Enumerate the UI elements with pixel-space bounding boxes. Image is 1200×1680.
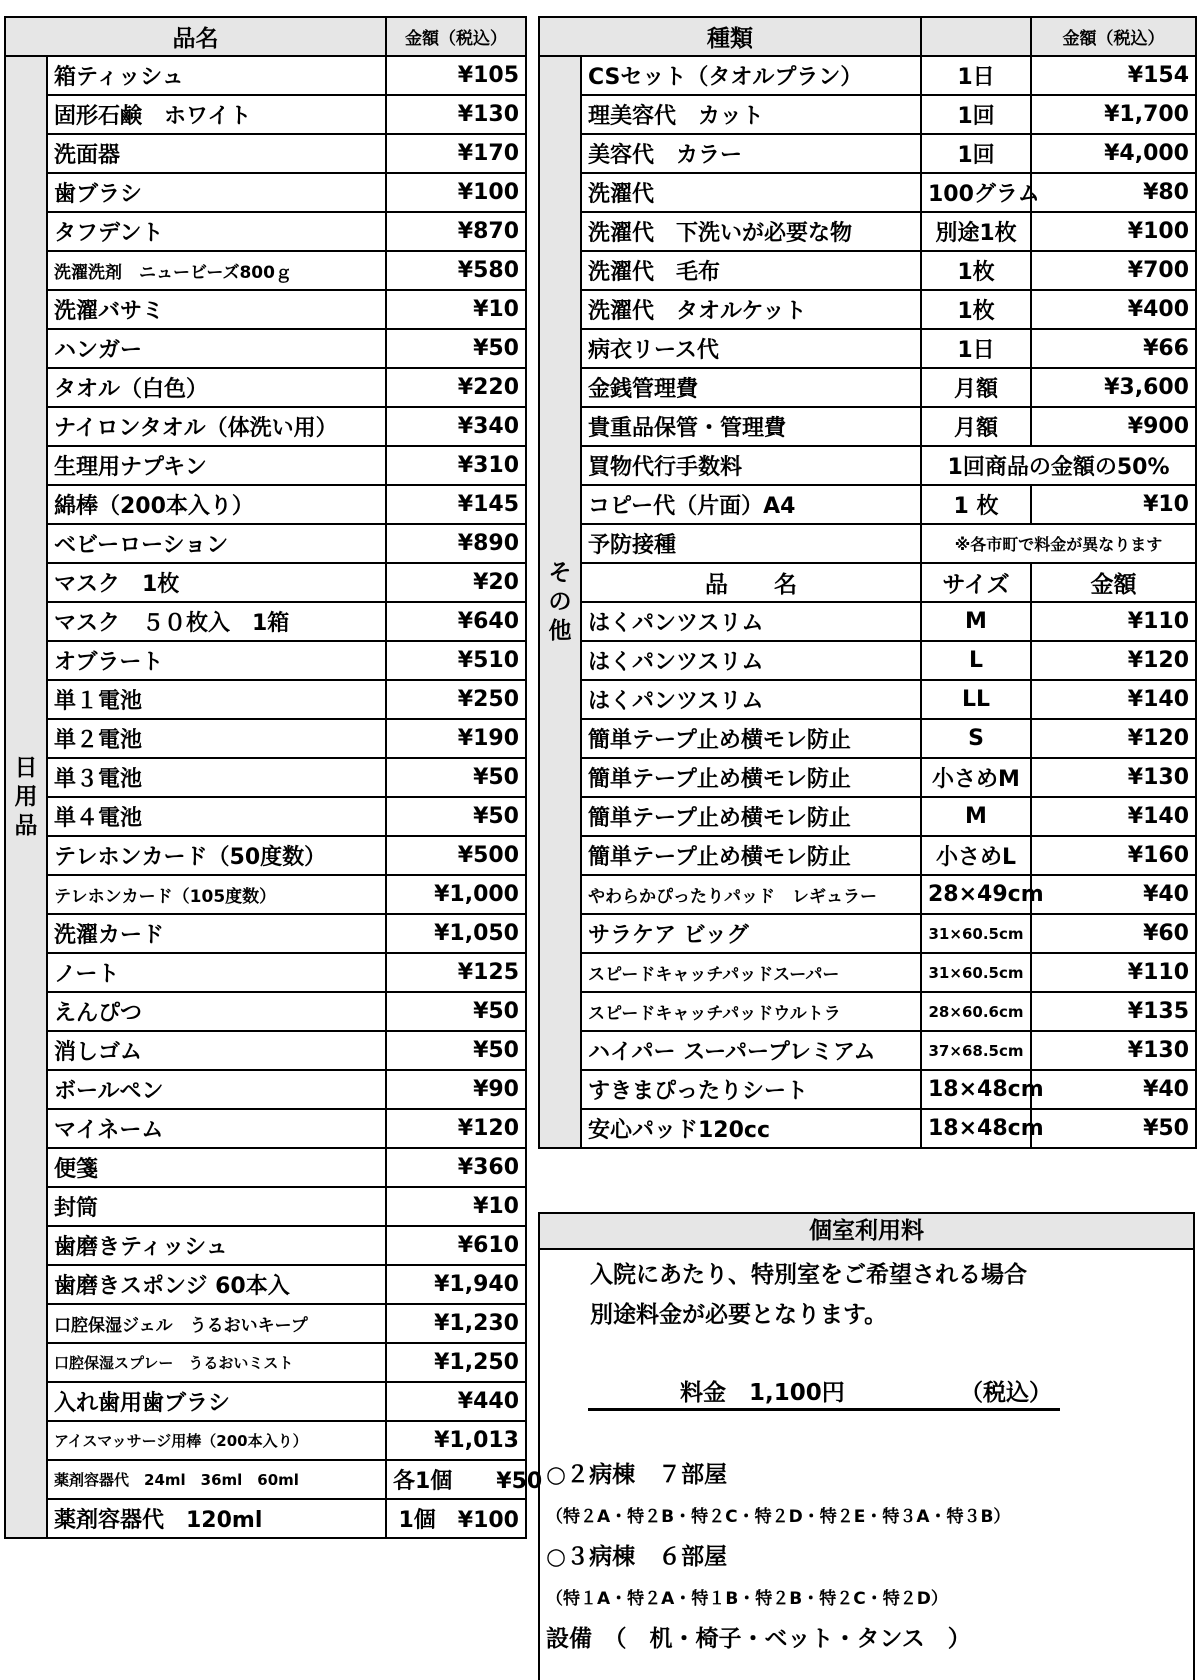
table-row [539,602,1196,641]
table-row [539,992,1196,1031]
product-size: S [921,719,1031,758]
product-price: ¥135 [1031,992,1196,1031]
table-row [5,1070,526,1109]
product-price: ¥130 [1031,1031,1196,1070]
item-price: ¥1,250 [386,1343,526,1382]
item-name: テレホンカード（105度数） [47,875,386,914]
item-price: ¥50 [386,758,526,797]
item-price: ¥1,013 [386,1421,526,1460]
table-row [539,95,1196,134]
item-price: ¥640 [386,602,526,641]
item-name: 封筒 [47,1187,386,1226]
service-unit: 月額 [921,407,1031,446]
service-price: ¥10 [1031,485,1196,524]
table-row [539,1070,1196,1109]
table-row [539,446,1196,485]
ward2-title: ○２病棟 ７部屋 [546,1462,728,1488]
item-name: 洗濯洗剤 ニュービーズ800ｇ [47,251,386,290]
service-price: ¥4,000 [1031,134,1196,173]
product-price: ¥40 [1031,875,1196,914]
category-char: 他 [548,617,572,644]
item-name: 入れ歯用歯ブラシ [47,1382,386,1421]
product-size: 小さめL [921,836,1031,875]
table-row [5,1226,526,1265]
table-row [5,212,526,251]
shopping-fee-value: 1回商品の金額の50% [921,446,1196,485]
service-unit: 別途1枚 [921,212,1031,251]
item-name: タオル（白色） [47,368,386,407]
product-price: ¥60 [1031,914,1196,953]
product-size: 28×49cm [921,875,1031,914]
item-price: ¥360 [386,1148,526,1187]
item-name: 固形石鹸 ホワイト [47,95,386,134]
item-price: 1個 ¥100 [386,1499,526,1538]
item-price: ¥610 [386,1226,526,1265]
product-price: ¥160 [1031,836,1196,875]
item-name: オブラート [47,641,386,680]
item-price: ¥50 [386,797,526,836]
service-price: ¥1,700 [1031,95,1196,134]
item-price: ¥90 [386,1070,526,1109]
item-price: ¥220 [386,368,526,407]
service-unit: 1回 [921,95,1031,134]
service-price: ¥400 [1031,290,1196,329]
item-price: ¥170 [386,134,526,173]
table-row [539,485,1196,524]
item-name: ナイロンタオル（体洗い用） [47,407,386,446]
table-row [5,1382,526,1421]
table-row [539,407,1196,446]
service-price: ¥66 [1031,329,1196,368]
service-name: 予防接種 [581,524,921,563]
table-row [539,290,1196,329]
product-size: M [921,602,1031,641]
service-price: ¥80 [1031,173,1196,212]
table-row [5,836,526,875]
item-name: テレホンカード（50度数） [47,836,386,875]
product-name: 安心パッド120cc [581,1109,921,1148]
product-header-name: 品 名 [581,563,921,602]
item-name: 洗濯カード [47,914,386,953]
item-price: ¥440 [386,1382,526,1421]
product-price: ¥120 [1031,719,1196,758]
header-unit [921,17,1031,56]
item-name: 単３電池 [47,758,386,797]
service-unit: 1 枚 [921,485,1031,524]
other-services-table [538,16,1197,1149]
table-row [539,836,1196,875]
product-size: 28×60.6cm [921,992,1031,1031]
table-row [539,563,1196,602]
item-name: タフデント [47,212,386,251]
item-price: ¥50 [386,1031,526,1070]
vaccination-note: ※各市町で料金が異なります [921,524,1196,563]
item-name: 生理用ナプキン [47,446,386,485]
service-name: 病衣リース代 [581,329,921,368]
service-unit: 月額 [921,368,1031,407]
item-name: 単２電池 [47,719,386,758]
private-room-section [538,1212,1195,1668]
product-size: 小さめM [921,758,1031,797]
room-notice-line1: 入院にあたり、特別室をご希望される場合 [590,1262,1027,1288]
category-char: の [548,588,572,615]
item-price: ¥50 [386,329,526,368]
item-price: ¥1,230 [386,1304,526,1343]
table-row [5,1109,526,1148]
service-unit: 1日 [921,329,1031,368]
item-price: ¥50 [386,992,526,1031]
item-price: ¥500 [386,836,526,875]
table-row [5,446,526,485]
table-row [539,1109,1196,1148]
item-price: ¥105 [386,56,526,95]
product-price: ¥110 [1031,953,1196,992]
product-size: 18×48cm [921,1109,1031,1148]
service-name: 貴重品保管・管理費 [581,407,921,446]
product-name: 簡単テープ止め横モレ防止 [581,758,921,797]
service-name: 買物代行手数料 [581,446,921,485]
product-size: L [921,641,1031,680]
service-name: CSセット（タオルプラン） [581,56,921,95]
category-char: 品 [14,812,38,839]
table-row [539,719,1196,758]
item-name: マイネーム [47,1109,386,1148]
table-row [5,1499,526,1538]
item-name: 消しゴム [47,1031,386,1070]
table-row [5,524,526,563]
product-price: ¥140 [1031,680,1196,719]
item-name: 薬剤容器代 120ml [47,1499,386,1538]
table-header-row [5,17,526,56]
table-row [5,563,526,602]
ward3-rooms: （特１A・特２A・特１B・特２B・特２C・特２D） [546,1589,948,1609]
table-row [5,1031,526,1070]
item-price: ¥125 [386,953,526,992]
header-amount: 金額（税込） [1031,17,1196,56]
item-price: ¥1,940 [386,1265,526,1304]
item-name: 歯磨きティッシュ [47,1226,386,1265]
product-size: LL [921,680,1031,719]
product-size: 31×60.5cm [921,953,1031,992]
item-name: 口腔保湿ジェル うるおいキープ [47,1304,386,1343]
item-name: 洗面器 [47,134,386,173]
table-row [5,914,526,953]
header-item-name: 品名 [5,17,386,56]
product-price: ¥110 [1031,602,1196,641]
item-price: ¥1,050 [386,914,526,953]
table-row [539,212,1196,251]
item-price: ¥250 [386,680,526,719]
table-row [5,290,526,329]
room-notice-line2: 別途料金が必要となります。 [590,1302,888,1328]
item-price: ¥190 [386,719,526,758]
room-equipment: 設備 （ 机・椅子・ベット・タンス ） [546,1626,971,1652]
item-name: 歯ブラシ [47,173,386,212]
table-row [5,992,526,1031]
service-price: ¥154 [1031,56,1196,95]
fee-underline [588,1408,1060,1411]
header-type: 種類 [539,17,921,56]
table-row [5,56,526,95]
service-unit: 1回 [921,134,1031,173]
table-row [5,1148,526,1187]
table-row [539,875,1196,914]
table-row [5,1304,526,1343]
table-header-row [539,17,1196,56]
table-row [5,485,526,524]
table-row [5,875,526,914]
product-name: スピードキャッチパッドウルトラ [581,992,921,1031]
item-name: えんぴつ [47,992,386,1031]
product-name: サラケア ビッグ [581,914,921,953]
table-row [539,524,1196,563]
service-name: 理美容代 カット [581,95,921,134]
product-name: ハイパー スーパープレミアム [581,1031,921,1070]
table-row [5,368,526,407]
service-name: 洗濯代 下洗いが必要な物 [581,212,921,251]
product-price: ¥50 [1031,1109,1196,1148]
table-row [5,1421,526,1460]
table-row [539,368,1196,407]
service-unit: 1日 [921,56,1031,95]
category-other [539,56,581,1148]
item-name: アイスマッサージ用棒（200本入り） [47,1421,386,1460]
item-name: 洗濯バサミ [47,290,386,329]
item-name: 箱ティッシュ [47,56,386,95]
service-name: 洗濯代 タオルケット [581,290,921,329]
ward2-rooms: （特２A・特２B・特２C・特２D・特２E・特３A・特３B） [546,1507,1011,1527]
product-name: スピードキャッチパッドスーパー [581,953,921,992]
service-price: ¥3,600 [1031,368,1196,407]
item-name: 単１電池 [47,680,386,719]
table-row [539,134,1196,173]
category-daily-goods [5,56,47,1538]
private-room-body [538,1248,1195,1680]
product-size: 37×68.5cm [921,1031,1031,1070]
table-row [539,953,1196,992]
item-name: 歯磨きスポンジ 60本入 [47,1265,386,1304]
table-row [5,134,526,173]
table-row [539,251,1196,290]
table-row [539,173,1196,212]
item-price: ¥130 [386,95,526,134]
category-char: 用 [14,783,38,810]
table-row [539,1031,1196,1070]
product-name: はくパンツスリム [581,641,921,680]
table-row [539,914,1196,953]
product-price: ¥140 [1031,797,1196,836]
table-row [5,329,526,368]
table-row [539,56,1196,95]
item-name: 便箋 [47,1148,386,1187]
table-row [5,1265,526,1304]
item-name: マスク ５０枚入 1箱 [47,602,386,641]
table-row [5,173,526,212]
item-name: 綿棒（200本入り） [47,485,386,524]
product-name: やわらかぴったりパッド レギュラー [581,875,921,914]
item-price: 各1個 ¥50 [386,1460,526,1499]
table-row [5,1460,526,1499]
table-row [5,251,526,290]
table-row [5,1187,526,1226]
service-unit: 1枚 [921,290,1031,329]
service-name: 洗濯代 毛布 [581,251,921,290]
table-row [5,1343,526,1382]
table-row [539,329,1196,368]
product-header-size: サイズ [921,563,1031,602]
room-fee-tax: （税込） [960,1380,1052,1406]
category-char: そ [548,559,572,586]
service-price: ¥900 [1031,407,1196,446]
room-fee: 料金 1,100円 [680,1380,845,1406]
item-price: ¥20 [386,563,526,602]
item-price: ¥1,000 [386,875,526,914]
product-size: 18×48cm [921,1070,1031,1109]
item-price: ¥310 [386,446,526,485]
category-char: 日 [14,754,38,781]
table-row [5,719,526,758]
item-name: ノート [47,953,386,992]
product-name: はくパンツスリム [581,680,921,719]
table-row [539,797,1196,836]
table-row [5,797,526,836]
product-price: ¥40 [1031,1070,1196,1109]
service-name: 洗濯代 [581,173,921,212]
item-price: ¥890 [386,524,526,563]
table-row [5,758,526,797]
item-name: ベビーローション [47,524,386,563]
product-price: ¥130 [1031,758,1196,797]
table-row [5,407,526,446]
table-row [539,758,1196,797]
product-name: 簡単テープ止め横モレ防止 [581,719,921,758]
service-unit: 1枚 [921,251,1031,290]
table-row [5,680,526,719]
item-price: ¥10 [386,290,526,329]
table-row [539,641,1196,680]
product-name: 簡単テープ止め横モレ防止 [581,797,921,836]
item-price: ¥580 [386,251,526,290]
service-name: 美容代 カラー [581,134,921,173]
item-name: マスク 1枚 [47,563,386,602]
item-name: 単４電池 [47,797,386,836]
product-size: M [921,797,1031,836]
item-price: ¥340 [386,407,526,446]
header-amount: 金額（税込） [386,17,526,56]
item-price: ¥145 [386,485,526,524]
item-price: ¥10 [386,1187,526,1226]
item-name: ボールペン [47,1070,386,1109]
item-price: ¥510 [386,641,526,680]
product-size: 31×60.5cm [921,914,1031,953]
table-row [5,641,526,680]
product-name: すきまぴったりシート [581,1070,921,1109]
product-name: 簡単テープ止め横モレ防止 [581,836,921,875]
product-header-amount: 金額 [1031,563,1196,602]
item-price: ¥870 [386,212,526,251]
item-name: 口腔保湿スプレー うるおいミスト [47,1343,386,1382]
item-price: ¥120 [386,1109,526,1148]
service-name: 金銭管理費 [581,368,921,407]
table-row [539,680,1196,719]
service-price: ¥700 [1031,251,1196,290]
private-room-title: 個室利用料 [538,1212,1195,1250]
table-row [5,602,526,641]
item-price: ¥100 [386,173,526,212]
service-unit: 100グラム [921,173,1031,212]
item-name: ハンガー [47,329,386,368]
table-row [5,953,526,992]
service-name: コピー代（片面）A4 [581,485,921,524]
service-price: ¥100 [1031,212,1196,251]
product-name: はくパンツスリム [581,602,921,641]
product-price: ¥120 [1031,641,1196,680]
ward3-title: ○３病棟 ６部屋 [546,1544,728,1570]
item-name: 薬剤容器代 24ml 36ml 60ml [47,1460,386,1499]
daily-goods-table [4,16,543,1539]
table-row [5,95,526,134]
